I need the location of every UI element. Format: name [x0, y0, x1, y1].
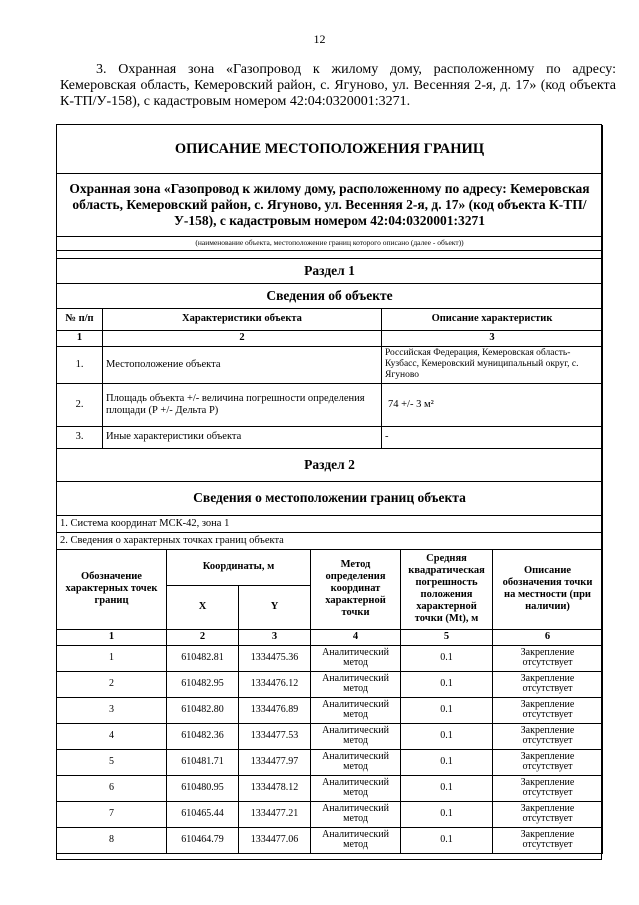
point-id-cell: 1	[57, 645, 167, 671]
x-coordinate-cell: 610482.80	[167, 697, 239, 723]
y-coordinate-cell: 1334477.97	[239, 749, 311, 775]
accuracy-cell: 0.1	[401, 671, 493, 697]
object-caption: (наименование объекта, местоположение границ которого описано (далее - объект))	[57, 236, 603, 250]
header-index: 6	[493, 629, 603, 645]
header-index: 5	[401, 629, 493, 645]
characteristic-cell: Иные характеристики объекта	[103, 426, 382, 448]
y-coordinate-cell: 1334476.12	[239, 671, 311, 697]
point-id-cell: 7	[57, 801, 167, 827]
points-body	[57, 645, 603, 853]
x-coordinate-cell: 610482.95	[167, 671, 239, 697]
row-number: 1.	[57, 346, 103, 383]
header-index: 2	[167, 629, 239, 645]
header-index: 2	[103, 330, 382, 346]
table-row	[57, 723, 603, 749]
method-cell: Аналитический метод	[311, 749, 401, 775]
method-cell: Аналитический метод	[311, 827, 401, 853]
method-cell: Аналитический метод	[311, 697, 401, 723]
table-row	[57, 749, 603, 775]
accuracy-cell: 0.1	[401, 775, 493, 801]
description-cell: 74 +/- 3 м²	[382, 383, 603, 426]
x-coordinate-cell: 610482.36	[167, 723, 239, 749]
table-row	[57, 671, 603, 697]
method-cell: Аналитический метод	[311, 645, 401, 671]
method-cell: Аналитический метод	[311, 801, 401, 827]
method-cell: Аналитический метод	[311, 775, 401, 801]
accuracy-cell: 0.1	[401, 645, 493, 671]
point-id-cell: 5	[57, 749, 167, 775]
header-characteristic: Характеристики объекта	[103, 308, 382, 330]
table-row	[57, 645, 603, 671]
header-number: № п/п	[57, 308, 103, 330]
header-index: 1	[57, 629, 167, 645]
header-description: Описание характеристик	[382, 308, 603, 330]
row-number: 3.	[57, 426, 103, 448]
x-coordinate-cell: 610480.95	[167, 775, 239, 801]
boundary-description-document	[56, 124, 602, 860]
header-index: 3	[382, 330, 603, 346]
marking-cell: Закрепление отсутствует	[493, 801, 603, 827]
y-coordinate-cell: 1334476.89	[239, 697, 311, 723]
y-coordinate-cell: 1334478.12	[239, 775, 311, 801]
marking-cell: Закрепление отсутствует	[493, 775, 603, 801]
marking-cell: Закрепление отсутствует	[493, 749, 603, 775]
points-table	[56, 549, 603, 854]
points-caption: 2. Сведения о характерных точках границ объекта	[57, 532, 603, 549]
accuracy-cell: 0.1	[401, 827, 493, 853]
section2-subtitle: Сведения о местоположении границ объекта	[57, 481, 603, 515]
table-row	[57, 827, 603, 853]
marking-cell: Закрепление отсутствует	[493, 645, 603, 671]
header-index: 1	[57, 330, 103, 346]
y-coordinate-cell: 1334475.36	[239, 645, 311, 671]
section1-title: Раздел 1	[57, 258, 603, 283]
spacer-row	[57, 250, 603, 258]
characteristic-cell: Местоположение объекта	[103, 346, 382, 383]
section1-subtitle: Сведения об объекте	[57, 283, 603, 308]
x-coordinate-cell: 610482.81	[167, 645, 239, 671]
marking-cell: Закрепление отсутствует	[493, 723, 603, 749]
point-id-cell: 8	[57, 827, 167, 853]
header-method: Метод определения координат характерной точки	[311, 549, 401, 629]
intro-paragraph: 3. Охранная зона «Газопровод к жилому дому, расположенному по адресу: Кемеровская область, Кемеровский район, с. Ягуново, ул. Весенняя 2-я, д. 17» (код объекта К-ТП/У-158), с кадастровым номером 42:04:0320001:3271.	[60, 62, 616, 109]
page-number: 12	[313, 32, 326, 46]
description-cell: -	[382, 426, 603, 448]
object-name: Охранная зона «Газопровод к жилому дому, расположенному по адресу: Кемеровская область, Кемеровский район, с. Ягуново, ул. Весенняя 2-я, д. 17» (код объекта К-ТП/У-158), с кадастровым номером 42:04:0320001:3271	[57, 173, 603, 236]
method-cell: Аналитический метод	[311, 723, 401, 749]
coord-system: 1. Система координат МСК-42, зона 1	[57, 515, 603, 532]
document-title: ОПИСАНИЕ МЕСТОПОЛОЖЕНИЯ ГРАНИЦ	[57, 125, 603, 173]
accuracy-cell: 0.1	[401, 749, 493, 775]
accuracy-cell: 0.1	[401, 697, 493, 723]
header-coordinates: Координаты, м	[167, 549, 311, 585]
method-cell: Аналитический метод	[311, 671, 401, 697]
marking-cell: Закрепление отсутствует	[493, 697, 603, 723]
y-coordinate-cell: 1334477.06	[239, 827, 311, 853]
point-id-cell: 3	[57, 697, 167, 723]
accuracy-cell: 0.1	[401, 801, 493, 827]
header-accuracy: Средняя квадратическая погрешность положения характерной точки (Mt), м	[401, 549, 493, 629]
point-id-cell: 6	[57, 775, 167, 801]
x-coordinate-cell: 610465.44	[167, 801, 239, 827]
section2-title: Раздел 2	[57, 448, 603, 481]
header-index: 4	[311, 629, 401, 645]
header-y: Y	[239, 585, 311, 629]
point-id-cell: 2	[57, 671, 167, 697]
header-x: X	[167, 585, 239, 629]
table-row	[57, 801, 603, 827]
header-marking: Описание обозначения точки на местности (при наличии)	[493, 549, 603, 629]
table-row	[57, 775, 603, 801]
section1-table	[56, 125, 603, 550]
row-number: 2.	[57, 383, 103, 426]
table-row	[57, 697, 603, 723]
x-coordinate-cell: 610481.71	[167, 749, 239, 775]
accuracy-cell: 0.1	[401, 723, 493, 749]
characteristic-cell: Площадь объекта +/- величина погрешности определения площади (Р +/- Дельта Р)	[103, 383, 382, 426]
header-point-designation: Обозначение характерных точек границ	[57, 549, 167, 629]
y-coordinate-cell: 1334477.53	[239, 723, 311, 749]
point-id-cell: 4	[57, 723, 167, 749]
marking-cell: Закрепление отсутствует	[493, 671, 603, 697]
x-coordinate-cell: 610464.79	[167, 827, 239, 853]
header-index: 3	[239, 629, 311, 645]
y-coordinate-cell: 1334477.21	[239, 801, 311, 827]
description-cell: Российская Федерация, Кемеровская область-Кузбасс, Кемеровский муниципальный округ, с. Ягуново	[382, 346, 603, 383]
marking-cell: Закрепление отсутствует	[493, 827, 603, 853]
